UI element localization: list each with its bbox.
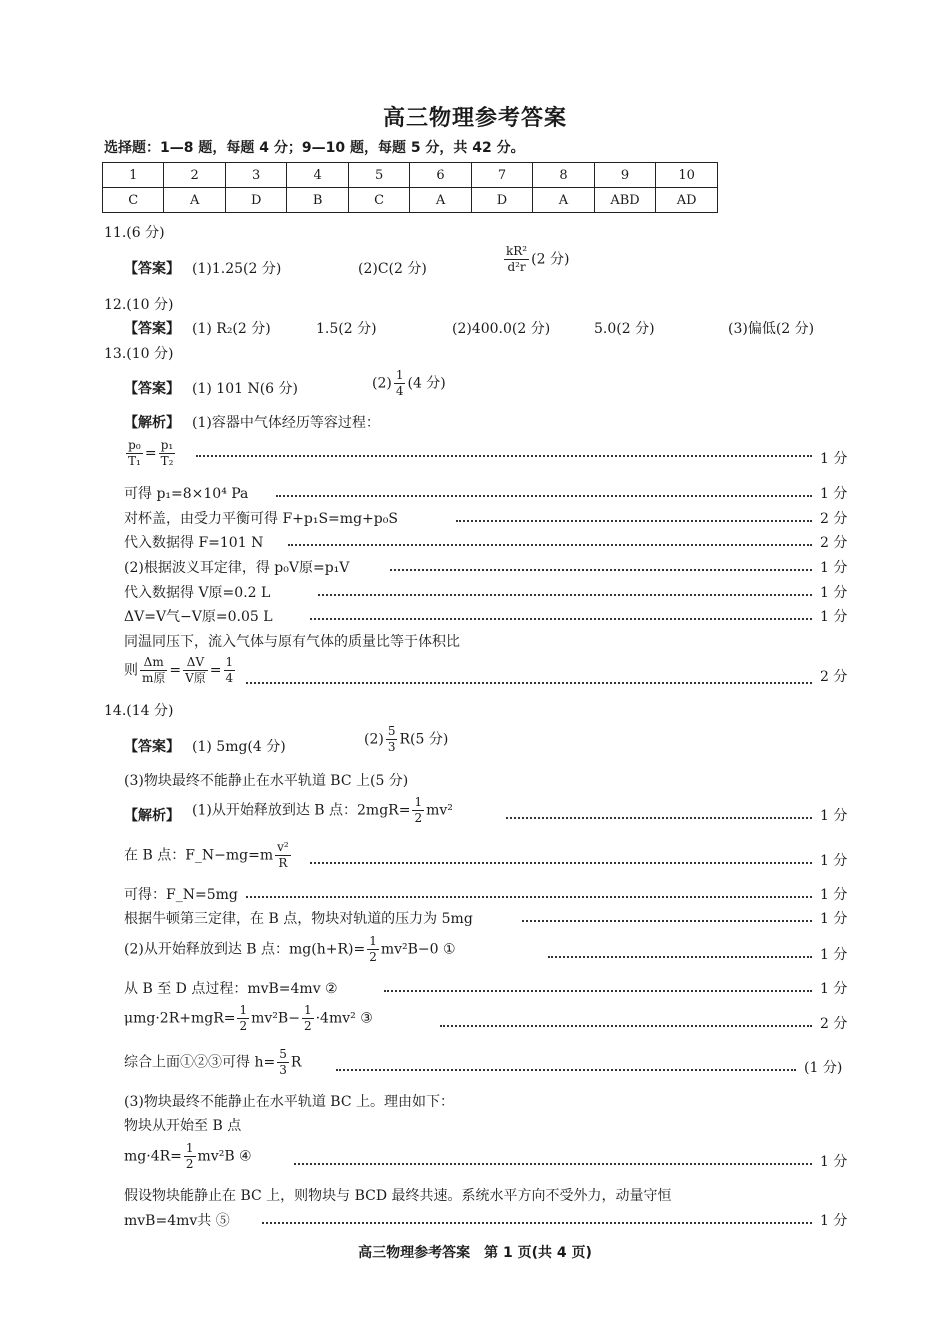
leader-dots xyxy=(384,990,812,992)
page-footer: 高三物理参考答案 第 1 页(共 4 页) xyxy=(358,1245,592,1261)
fraction xyxy=(302,1003,314,1034)
q14-answer-2-score: R(5 分) xyxy=(399,731,449,748)
leader-dots xyxy=(440,1025,812,1027)
q12-heading: 12.(10 分) xyxy=(104,297,174,313)
leader-dots xyxy=(294,1163,812,1165)
answer-label-text: 【答案】 xyxy=(124,261,180,277)
fraction xyxy=(126,438,143,469)
leader-dots xyxy=(276,495,812,497)
fraction xyxy=(277,1047,289,1078)
q11-answer-3-score: (2 分) xyxy=(531,251,570,268)
table-cell: 4 xyxy=(287,163,348,188)
leader-dots xyxy=(196,455,812,457)
table-cell: 7 xyxy=(471,163,532,188)
denominator: 3 xyxy=(279,1063,287,1077)
q14-line-7-tail: ·4mv² ③ xyxy=(315,1010,373,1027)
leader-dots xyxy=(506,817,812,819)
q14-line-9: (3)物块最终不能静止在水平轨道 BC 上。理由如下： xyxy=(124,1094,454,1110)
fraction xyxy=(140,655,167,686)
q13-line-9-prefix: 则 xyxy=(124,662,138,679)
denominator: d²r xyxy=(507,260,526,274)
q13-line-4: 代入数据得 F=101 N xyxy=(124,535,264,551)
denominator: R xyxy=(278,856,288,870)
q14-line-11-tail: mv²B ④ xyxy=(197,1148,252,1165)
table-cell: A xyxy=(164,188,225,213)
analysis-label: 【解析】 xyxy=(124,415,180,431)
denominator: m原 xyxy=(142,671,166,685)
table-cell: 2 xyxy=(164,163,225,188)
score: 1 分 xyxy=(820,1213,848,1229)
q14-line-3: 可得：F_N=5mg xyxy=(124,887,238,903)
score: 1 分 xyxy=(820,1154,848,1170)
q13-line-2: 可得 p₁=8×10⁴ Pa xyxy=(124,486,249,502)
table-cell: 10 xyxy=(656,163,718,188)
q13-answer-2 xyxy=(372,368,446,399)
q14-line-5 xyxy=(124,934,456,965)
leader-dots xyxy=(262,1222,812,1224)
q14-line-13: mvB=4mv共 ⑤ xyxy=(124,1213,230,1229)
numerator: Δm xyxy=(140,655,167,671)
score: 2 分 xyxy=(820,535,848,551)
answer-label: 【答案】 xyxy=(124,381,180,397)
table-cell: 9 xyxy=(594,163,656,188)
score: 2 分 xyxy=(820,511,848,527)
numerator: 1 xyxy=(239,1003,248,1017)
leader-dots xyxy=(246,682,812,684)
table-cell: A xyxy=(410,188,471,213)
q14-line-12: 假设物块能静止在 BC 上，则物块与 BCD 最终共速。系统水平方向不受外力，动量守恒 xyxy=(124,1188,672,1204)
q12-answer-5: (3)偏低(2 分) xyxy=(728,321,815,337)
q12-answer-3: (2)400.0(2 分) xyxy=(452,321,551,337)
table-cell: A xyxy=(533,188,594,213)
q14-line-8-prefix: 综合上面①②③可得 h= xyxy=(124,1054,276,1071)
q13-line-1: $\frac{\text{p₀}}{\text{T₁}}$ = $\frac{\text{p₁}}{\text{T₂}}$ xyxy=(128,438,174,468)
fraction xyxy=(367,934,379,965)
q13-line-9: 则 $\frac{\Delta m}{\text{m原}}$ = $\frac{\Delta V}{\text{V原}}$ = $\frac{1}{4}$ xyxy=(124,655,234,685)
numerator: p₀ xyxy=(126,438,143,454)
analysis-label: 【解析】 xyxy=(124,808,180,824)
q13-line-3: 对杯盖，由受力平衡可得 F+p₁S=mg+p₀S xyxy=(124,511,398,527)
q13-answer-2-score: (4 分) xyxy=(407,375,446,392)
score: 1 分 xyxy=(820,808,848,824)
q14-line-7-middle: mv²B− xyxy=(251,1010,300,1027)
answer-label: 【答案】 xyxy=(124,739,180,755)
fraction xyxy=(184,1141,196,1172)
leader-dots xyxy=(548,956,812,958)
fraction xyxy=(275,840,291,871)
q12-answer-1: (1) R₂(2 分) xyxy=(192,321,271,337)
q14-answer-3: (3)物块最终不能静止在水平轨道 BC 上(5 分) xyxy=(124,773,409,789)
denominator: 4 xyxy=(395,384,404,398)
score: 1 分 xyxy=(820,981,848,997)
denominator: 2 xyxy=(414,811,423,825)
q14-line-2 xyxy=(124,840,293,871)
table-cell: 8 xyxy=(533,163,594,188)
q14-heading: 14.(14 分) xyxy=(104,703,174,719)
leader-dots xyxy=(246,896,812,898)
denominator: 2 xyxy=(369,950,377,964)
numerator: 1 xyxy=(414,795,423,809)
leader-dots xyxy=(310,618,812,620)
q14-line-2-prefix: 在 B 点：F_N−mg=m xyxy=(124,847,274,864)
page-title: 高三物理参考答案 xyxy=(382,106,567,131)
numerator: kR² xyxy=(506,244,528,258)
denominator: 4 xyxy=(225,671,234,685)
denominator: 2 xyxy=(303,1019,312,1033)
leader-dots xyxy=(336,1069,796,1071)
denominator: 2 xyxy=(185,1157,194,1171)
numerator: p₁ xyxy=(159,438,176,454)
numerator: 1 xyxy=(303,1003,312,1017)
fraction xyxy=(183,655,208,686)
q14-answer-2 xyxy=(364,724,448,755)
score: 1 分 xyxy=(820,560,848,576)
score: 1 分 xyxy=(820,911,848,927)
numerator: 5 xyxy=(387,724,396,738)
answer-label xyxy=(124,258,180,278)
q14-line-7-prefix: μmg·2R+mgR= xyxy=(124,1010,236,1027)
q14-line-10: 物块从开始至 B 点 xyxy=(124,1118,242,1134)
answer-label: 【答案】 xyxy=(124,321,180,337)
q11-answer-1: (1)1.25(2 分) xyxy=(192,261,282,277)
table-cell: D xyxy=(225,188,286,213)
fraction xyxy=(412,795,424,826)
q14-line-6: 从 B 至 D 点过程：mvB=4mv ② xyxy=(124,981,338,997)
leader-dots xyxy=(318,594,812,596)
denominator: T₂ xyxy=(160,454,174,468)
numerator: 1 xyxy=(185,1141,194,1155)
q14-line-8 xyxy=(124,1047,301,1078)
score: 2 分 xyxy=(820,669,848,685)
score: (1 分) xyxy=(804,1060,843,1076)
fraction xyxy=(237,1003,249,1034)
table-cell: D xyxy=(471,188,532,213)
q14-line-11 xyxy=(124,1141,252,1172)
score: 1 分 xyxy=(820,486,848,502)
denominator: 2 xyxy=(239,1019,248,1033)
score: 1 分 xyxy=(820,451,848,467)
table-row xyxy=(103,163,718,188)
mc-answer-table xyxy=(102,162,718,213)
numerator: 5 xyxy=(279,1047,287,1061)
numerator: v² xyxy=(277,840,289,854)
table-cell: C xyxy=(348,188,409,213)
score: 1 分 xyxy=(820,853,848,869)
table-cell: C xyxy=(103,188,164,213)
leader-dots xyxy=(390,569,812,571)
table-cell: 1 xyxy=(103,163,164,188)
q14-line-4: 根据牛顿第三定律，在 B 点，物块对轨道的压力为 5mg xyxy=(124,911,473,927)
table-row xyxy=(103,188,718,213)
denominator: T₁ xyxy=(128,454,141,468)
numerator: 1 xyxy=(225,655,234,669)
q14-line-1-tail: mv² xyxy=(426,802,453,819)
fraction xyxy=(224,655,236,686)
table-cell: 3 xyxy=(225,163,286,188)
q13-line-7: ΔV=V气−V原=0.05 L xyxy=(124,609,273,625)
q13-line-6: 代入数据得 V原=0.2 L xyxy=(124,585,271,601)
q14-line-5-tail: mv²B−0 ① xyxy=(380,941,456,958)
fraction xyxy=(386,724,398,755)
q13-answer-2-prefix: (2) xyxy=(372,375,392,392)
leader-dots xyxy=(522,920,812,922)
numerator: 1 xyxy=(369,934,377,948)
q14-line-11-prefix: mg·4R= xyxy=(124,1148,182,1165)
q13-heading: 13.(10 分) xyxy=(104,346,174,362)
fraction xyxy=(159,438,176,469)
numerator: ΔV xyxy=(183,655,208,671)
q12-answer-2: 1.5(2 分) xyxy=(316,321,377,337)
q14-line-1-prefix: (1)从开始释放到达 B 点：2mgR= xyxy=(192,802,411,819)
numerator: 1 xyxy=(395,368,404,382)
fraction xyxy=(394,368,406,399)
q14-answer-1: (1) 5mg(4 分) xyxy=(192,739,286,755)
score: 1 分 xyxy=(820,585,848,601)
denominator: V原 xyxy=(185,671,206,685)
q11-heading: 11.(6 分) xyxy=(104,225,165,241)
score: 1 分 xyxy=(820,887,848,903)
denominator: 3 xyxy=(387,740,396,754)
table-cell: 6 xyxy=(410,163,471,188)
q14-line-8-tail: R xyxy=(290,1054,302,1071)
q11-answer-3 xyxy=(502,244,569,275)
q14-line-5-prefix: (2)从开始释放到达 B 点：mg(h+R)= xyxy=(124,941,366,958)
leader-dots xyxy=(310,862,812,864)
q11-answer-2: (2)C(2 分) xyxy=(358,261,427,277)
table-cell: B xyxy=(287,188,348,213)
score: 1 分 xyxy=(820,947,848,963)
score: 2 分 xyxy=(820,1016,848,1032)
leader-dots xyxy=(456,520,812,522)
table-cell: AD xyxy=(656,188,718,213)
q12-answer-4: 5.0(2 分) xyxy=(594,321,655,337)
leader-dots xyxy=(288,544,812,546)
q13-answer-1: (1) 101 N(6 分) xyxy=(192,381,298,397)
q14-line-7 xyxy=(124,1003,373,1034)
fraction xyxy=(504,244,529,275)
mc-intro: 选择题：1—8 题，每题 4 分；9—10 题，每题 5 分，共 42 分。 xyxy=(104,140,525,156)
q14-answer-2-prefix: (2) xyxy=(364,731,384,748)
table-cell: 5 xyxy=(348,163,409,188)
score: 1 分 xyxy=(820,609,848,625)
q14-line-1 xyxy=(192,795,453,826)
table-cell: ABD xyxy=(594,188,656,213)
q13-analysis-intro: (1)容器中气体经历等容过程： xyxy=(192,415,380,431)
q13-line-8: 同温同压下，流入气体与原有气体的质量比等于体积比 xyxy=(124,634,460,650)
q13-line-5: (2)根据波义耳定律，得 p₀V原=p₁V xyxy=(124,560,350,576)
